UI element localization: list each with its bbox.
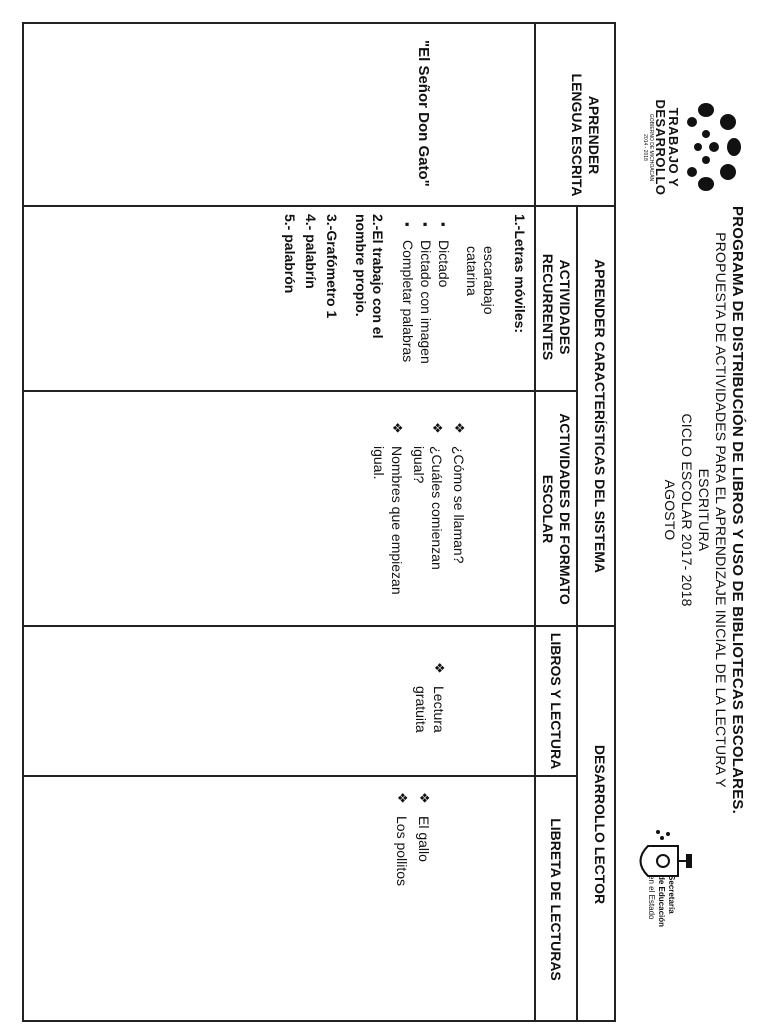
col-divider-4	[22, 775, 578, 777]
header-line2: PROPUESTA DE ACTIVIDADES PARA EL APRENDIZAJE INICIAL DE LA LECTURA Y	[713, 232, 729, 788]
col-divider-2	[22, 390, 578, 392]
logo-text-left	[642, 90, 680, 205]
formato-item-como-se-llaman: ❖ ¿Cómo se llaman?	[450, 420, 468, 610]
logo-text-right	[646, 875, 676, 955]
story-title: "El Señor Don Gato"	[415, 40, 432, 187]
libreta-item-el-gallo: ❖ El gallo	[415, 790, 433, 990]
formato-item-nombres-empiezan: ❖ Nombres que empiezan igual.	[370, 420, 406, 610]
sub-header-recurrentes: ACTIVIDADES RECURRENTES	[540, 253, 573, 361]
header-line3: ESCRITURA	[696, 468, 712, 552]
document-header	[661, 200, 746, 820]
col-divider-3	[22, 625, 616, 627]
logo-right-line1: Secretaría	[667, 875, 676, 914]
logo-right-line2: de Educación	[657, 875, 666, 928]
recurrentes-item1-title: 1.-Letras móviles:	[512, 214, 528, 334]
group-header-divider	[576, 205, 578, 1022]
bullet-dictado: ▪ Dictado	[436, 220, 451, 386]
libros-item-lectura-gratuita: ❖ Lectura gratuita	[412, 660, 448, 760]
group2-header: DESARROLLO LECTOR	[592, 744, 608, 905]
recurrentes-item5-title: 5.- palabrón	[282, 214, 298, 294]
table-header-divider	[534, 22, 536, 1022]
libros-lectura-list	[408, 660, 448, 760]
libreta-item-los-pollitos: ❖ Los pollitos	[393, 790, 411, 990]
formato-escolar-list	[366, 420, 468, 610]
recurrentes-item3-title: 3.-Grafómetro 1	[324, 214, 340, 319]
sub-header-libros-lectura: LIBROS Y LECTURA	[548, 632, 564, 770]
sub-header-formato-escolar: ACTIVIDADES DE FORMATO ESCOLAR	[540, 413, 573, 605]
recurrentes-item2-title: 2.-El trabajo con el nombre propio.	[353, 214, 386, 339]
logo-left-line1: TRABAJO Y	[666, 107, 681, 188]
group1-header: APRENDER CARACTERÍSTICAS DEL SISTEMA	[592, 259, 608, 573]
recurrentes-list	[281, 214, 528, 386]
word-escarabajo: escarabajo	[481, 246, 497, 315]
sub-header-libreta-lecturas: LIBRETA DE LECTURAS	[548, 818, 564, 981]
logo-left-line2: DESARROLLO	[653, 99, 668, 196]
header-line4: CICLO ESCOLAR 2017- 2018	[679, 413, 695, 607]
recurrentes-item4-title: 4.- palabrín	[303, 214, 319, 289]
header-title: PROGRAMA DE DISTRIBUCIÓN DE LIBROS Y USO DE BIBLIOTECAS ESCOLARES.	[729, 206, 746, 814]
formato-item-cuales-comienzan: ❖ ¿Cuáles comienzan igual?	[410, 420, 446, 610]
col1-header: APRENDER LENGUA ESCRITA	[569, 73, 602, 197]
libreta-lecturas-list	[389, 790, 433, 990]
logo-left-line3: GOBIERNO DE MICHOACÁN	[648, 113, 654, 182]
logo-right-line3: en el Estado	[647, 875, 656, 920]
word-catarina: catarina	[464, 246, 480, 296]
header-line5: AGOSTO	[662, 479, 678, 541]
recurrentes-bullets	[400, 214, 451, 386]
bullet-completar-palabras: ▪ Completar palabras	[400, 220, 415, 386]
col-divider-1	[22, 205, 616, 207]
logo-left-line4: 2014 - 2018	[642, 134, 648, 161]
bullet-dictado-imagen: ▪ Dictado con imagen	[418, 220, 433, 386]
activities-table	[22, 22, 616, 1022]
